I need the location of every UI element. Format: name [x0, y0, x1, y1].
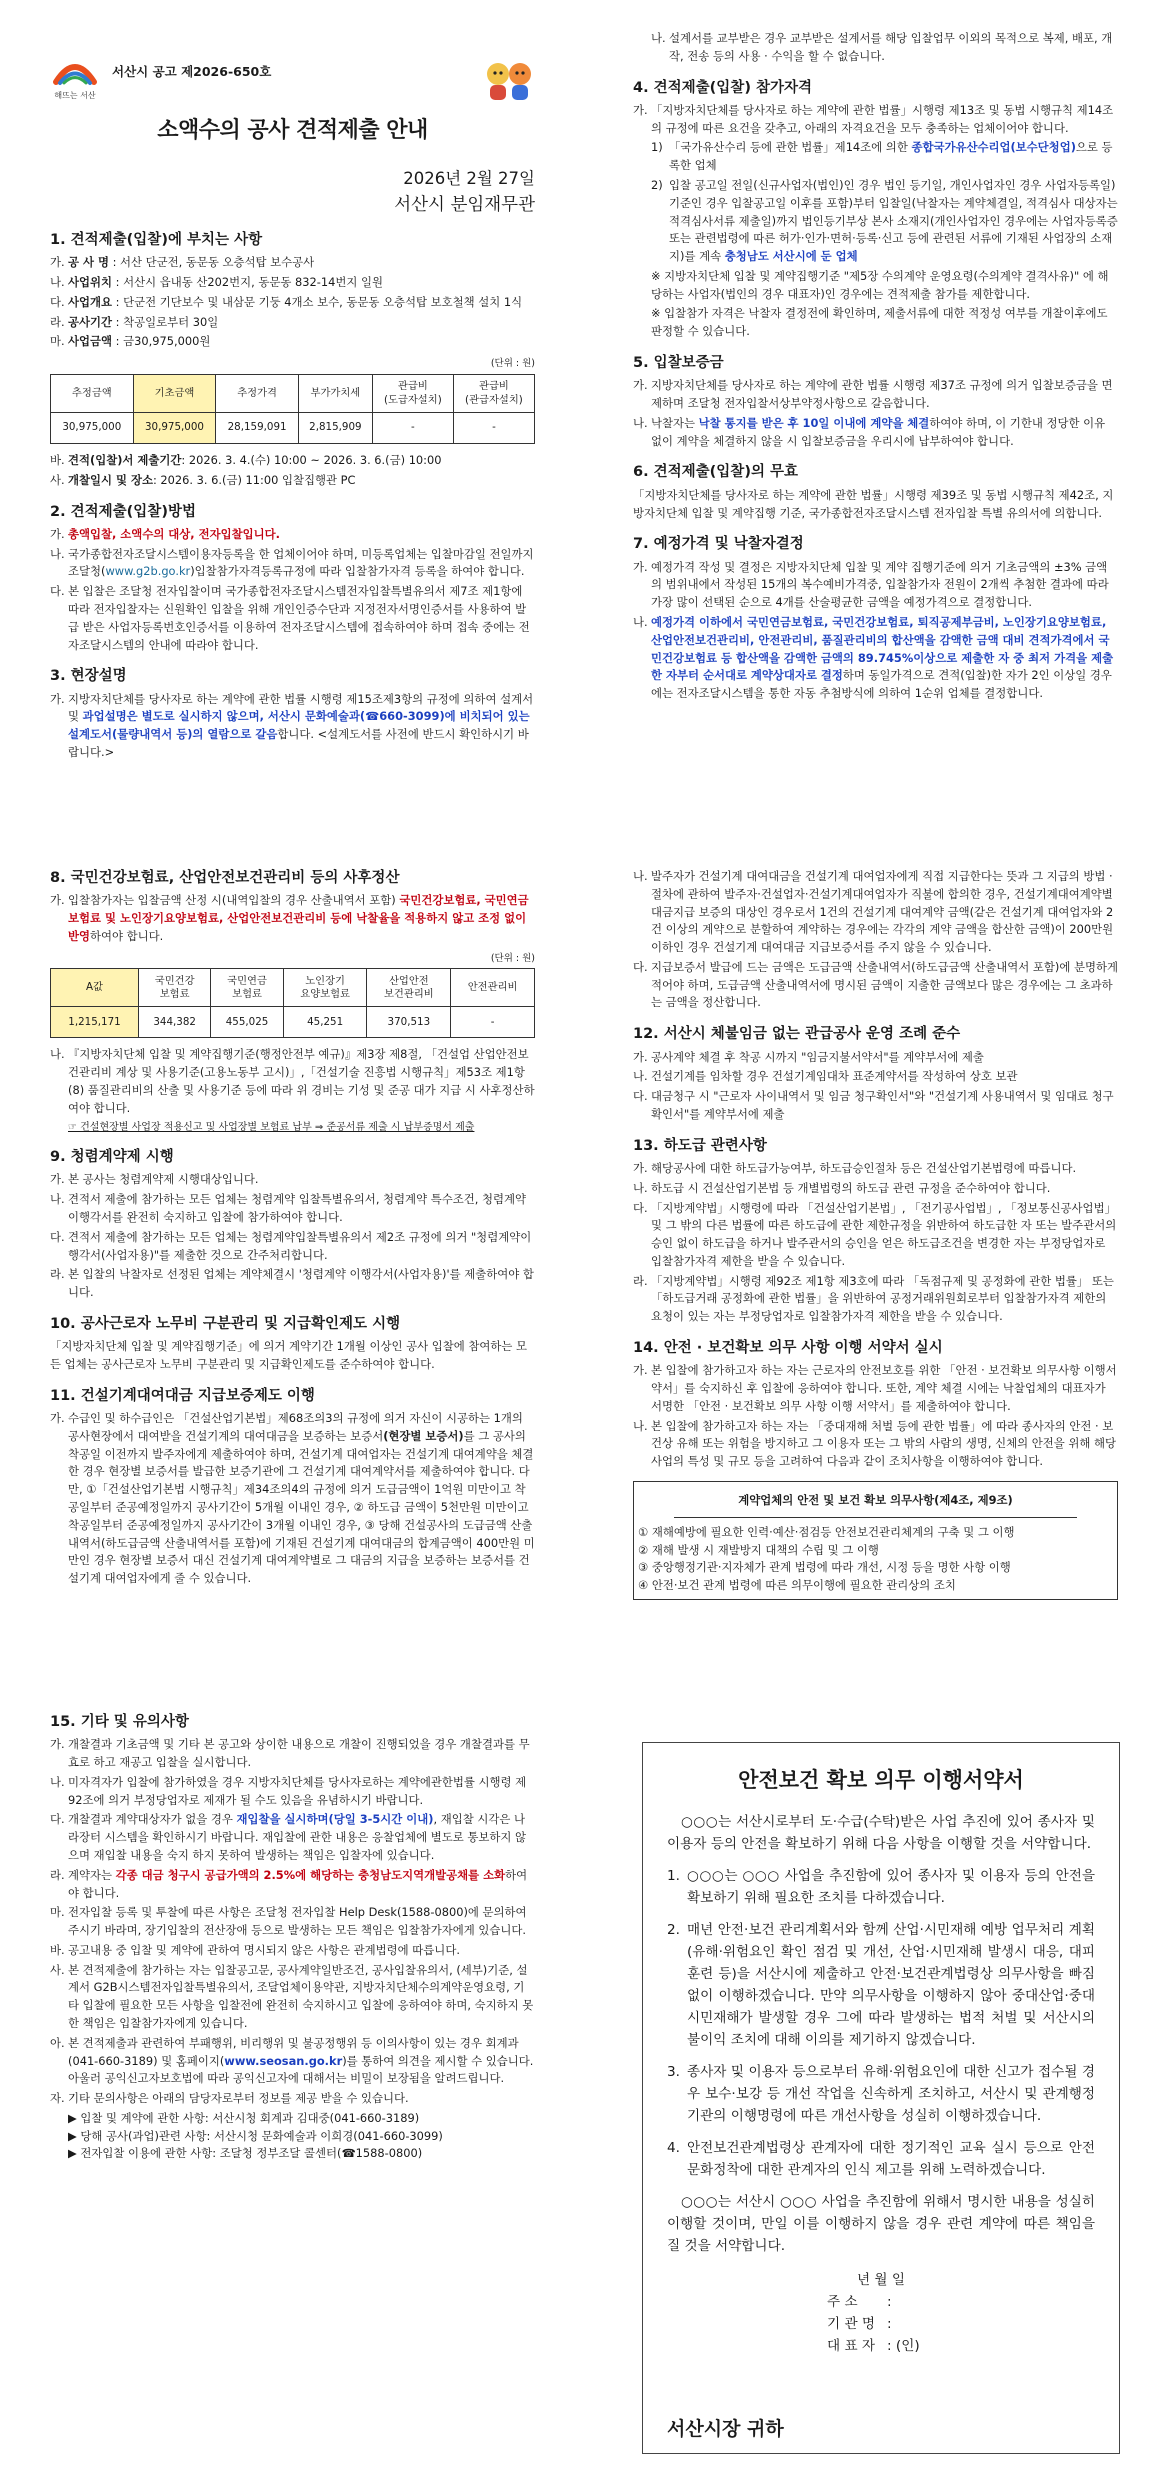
pledge-item-3 [667, 2061, 1095, 2127]
unit-label: (단위 : 원) [490, 358, 535, 370]
safety-box-item-3: ③ 중앙행정기관·지자체가 관계 법령에 따라 개선, 시정 등을 명한 사항 이행 [638, 1560, 1011, 1575]
s1-item-key: 사업개요 [68, 294, 113, 309]
s13-item-2 [633, 1180, 1118, 1198]
signature-block [667, 2269, 1095, 2357]
s15-ga: 가. 개찰결과 기초금액 및 기타 본 공고와 상이한 내용으로 개찰이 진행되었을 경우 개찰결과를 무효로 하고 재공고 입찰을 실시합니다. [50, 1737, 530, 1770]
svg-text:해뜨는 서산: 해뜨는 서산 [54, 91, 96, 100]
s15-sa: 사. 본 견적제출에 참가하는 자는 입찰공고문, 공사계약일반조건, 공사입찰유의서, (세부)기준, 설계서 G2B시스템전자입찰특별유의서, 조달업체이용약관, 지방자치단체수의계약운영요령, 기타 입찰에 필요한 모든 사항을 입찰전에 완전히 숙지하시고 입찰에 응하여야 하며, 숙지하지 못한 책임은 입찰참가자에게 있습니다. [50, 1962, 534, 2031]
s14-ga: 가. 본 입찰에 참가하고자 하는 자는 근로자의 안전보호를 위한 「안전 · 보건확보 의무사항 이행서약서」를 숙지하신 후 입찰에 응하여야 합니다. 또한, 계약 체결 시에는 낙찰업체의 대표자가 서명한 「안전 · 보건확보 의무 사항 이행 서약서」를 제출하여야 합니다. [633, 1363, 1117, 1413]
signature-row-3 [827, 2335, 1095, 2357]
table-header-cell: A값 [51, 969, 139, 1007]
safety-box-item-2: ② 재해 발생 시 재발방지 대책의 수립 및 그 이행 [638, 1542, 879, 1557]
s1-item-3 [50, 294, 535, 312]
s1-item-5 [50, 333, 535, 351]
section-11-title: 11. 건설기계대여대금 지급보증제도 이행 [50, 1387, 315, 1404]
page2-right-column [633, 868, 1118, 1600]
s15-ma: 마. 전자입찰 등록 및 투찰에 따른 사항은 조달청 전자입찰 Help Desk(1588-0800)에 문의하여 주시기 바라며, 장기입찰의 전산장애 등으로 발생하는 모든 책임은 입찰참가자에게 있습니다. [50, 1905, 527, 1938]
section-1-items [50, 254, 535, 351]
s12-item-2 [633, 1068, 1118, 1086]
section-4-title: 4. 견적제출(입찰) 참가자격 [633, 79, 813, 96]
s6-text: 「지방자치단체를 당사자로 하는 계약에 관한 법률」시행령 제39조 및 동법 시행규칙 제42조, 지방자치단체 입찰 및 계약집행 기준, 국가종합전자조달시스템 전자입찰 특별 유의서에 의합니다. [633, 487, 1114, 520]
seosan-logo-icon [50, 52, 100, 102]
s13-item-text: 「지방계약법」시행령에 따라 「건설산업기본법」, 「전기공사업법」, 「정보통신공사업법」 및 그 밖의 다른 법률에 따른 하도급에 관한 제한규정을 위반하여 하도급한 자 또는 발주관서의 승인 없이 하도급을 하거나 발주관서의 승인을 얻은 하도급조건을 변경한 자는 부정당업자로 입찰참가자격 제한을 받을 수 있습니다. [651, 1200, 1117, 1268]
opening-info: 사. 개찰일시 및 장소: 2026. 3. 6.(금) 11:00 입찰집행관 PC [50, 472, 356, 487]
safety-box-item-1: ① 재해예방에 필요한 인력·예산·점검등 안전보건관리체계의 구축 및 그 이행 [638, 1524, 1015, 1539]
mascot-icon [482, 58, 536, 102]
pledge-item-1 [667, 1865, 1095, 1909]
issuer: 서산시 분임재무관 [394, 195, 535, 215]
s1-item-text: 사업위치 : 서산시 읍내동 산202번지, 동문동 832-14번지 일원 [68, 275, 383, 290]
signature-key: 기 관 명 [827, 2316, 876, 2333]
s1-item-marker: 다. [50, 294, 65, 309]
pledge-item-4 [667, 2137, 1095, 2181]
s2-da: 다. 본 입찰은 조달청 전자입찰이며 국가종합전자조달시스템전자입찰특별유의서 제7조 제1항에 따라 전자입찰자는 신원확인 입찰을 위해 개인인증수단과 지정전자서명인증서를 사용하여 발급 받은 사업자등록번호인증서를 이용하여 전자조달시스템에 접속하여야 하며 접속 중에는 전자조달시스템의 안내에 따라야 합니다. [50, 584, 530, 652]
pledge-item-marker: 3. [667, 2064, 680, 2081]
submission-period: 바. 견적(입찰)서 제출기간: 2026. 3. 4.(수) 10:00 ~ 2026. 3. 6.(금) 10:00 [50, 453, 442, 468]
table-cell: 455,025 [211, 1007, 283, 1038]
section-3-title: 3. 현장설명 [50, 668, 127, 685]
signature-key: 주 소 [827, 2294, 858, 2311]
s13-item-3 [633, 1200, 1118, 1271]
section-1-title: 1. 견적제출(입찰)에 부치는 사항 [50, 232, 263, 248]
section-13-title: 13. 하도급 관련사항 [633, 1137, 767, 1154]
signature-value: : (인) [887, 2338, 920, 2355]
section-10-title: 10. 공사근로자 노무비 구분관리 및 지급확인제도 시행 [50, 1315, 401, 1332]
s9-item-text: 견적서 제출에 참가하는 모든 업체는 청렴계약입찰특별유의서 제2조 규정에 의거 "청렴계약이행각서(사업자용)"를 제출한 것으로 간주처리합니다. [68, 1229, 532, 1262]
s4-i2: 2) 입찰 공고일 전일(신규사업자(법인)인 경우 법인 등기일, 개인사업자인 경우 사업자등록일)기준인 경우 입찰공고일 이후를 포함)부터 입찰일(낙찰자는 계약체결일, 적격심사 대상자는 적격심사서류 제출일)까지 법인등기부상 본사 소재지(개인사업자인 경우에는 사업자등록증 또는 관련법령에 따른 허가·인가·면허·등록·신고 등에 관련된 서류에 기재된 사업장의 소재지)를 계속 충청남도 서산시에 둔 업체 [651, 177, 1118, 264]
s3-ga: 가. 지방자치단체를 당사자로 하는 계약에 관한 법률 시행령 제15조제3항의 규정에 의하여 설계서 및 과업설명은 별도로 실시하지 않으며, 서산시 문화예술과(☎660-3099)에 비치되어 있는 설계도서(물량내역서 등)의 열람으로 갈음합니다. <설계도서를 사전에 반드시 확인하시기 바랍니다.> [50, 691, 534, 759]
s8-ga: 가. 입찰참가자는 입찰금액 산정 시(내역입찰의 경우 산출내역서 포함) 국민건강보험료, 국민연금보험료 및 노인장기요양보험료, 산업안전보건관리비 등에 낙찰율을 적용하지 않고 조정 없이 반영하여야 합니다. [50, 893, 529, 943]
s12-item-text: 대금청구 시 "근로자 사이내역서 및 임금 청구확인서"와 "건설기계 사용내역서 및 임대료 청구확인서"를 계약부서에 제출 [651, 1089, 1114, 1121]
s9-item-4 [50, 1266, 535, 1302]
pledge-item-text: 종사자 및 이용자 등으로부터 유해·위험요인에 대한 신고가 접수될 경우 보수·보강 등 개선 작업을 신속하게 조치하고, 서산시 및 관계행정기관의 이행명령에 따른 개선사항을 성실히 이행하겠습니다. [687, 2064, 1095, 2125]
s12-item-text: 건설기계를 임차할 경우 건설기계임대차 표준계약서를 작성하여 상호 보관 [651, 1069, 1018, 1084]
table-header-cell: 국민연금 보험료 [211, 969, 283, 1007]
section-13-items [633, 1160, 1118, 1326]
s12-item-marker: 다. [633, 1089, 648, 1104]
s9-item-text: 본 공사는 청렴계약제 시행대상입니다. [68, 1172, 259, 1187]
s10-text: 「지방자치단체 입찰 및 계약집행기준」에 의거 계약기간 1개월 이상인 공사 입찰에 참여하는 모든 업체는 공사근로자 노무비 구분관리 및 지급확인제도를 준수하여야 합니다. [50, 1339, 527, 1372]
pledge-items [667, 1865, 1095, 2181]
s1-item-marker: 나. [50, 275, 65, 290]
contact-2: ▶ 당해 공사(과업)관련 사항: 서산시청 문화예술과 이희경(041-660-3099) [68, 2128, 443, 2143]
contact-3: ▶ 전자입찰 이용에 관한 사항: 조달청 정부조달 콜센터(☎1588-0800) [68, 2146, 423, 2161]
s2-na: 나. 국가종합전자조달시스템이용자등록을 한 업체이어야 하며, 미등록업체는 입찰마감일 전일까지 조달청(www.g2b.go.kr)입찰참가자격등록규정에 따라 입찰참가자격 등록을 하여야 합니다. [50, 546, 534, 579]
notice-header [50, 52, 535, 106]
section-12-items [633, 1049, 1118, 1124]
table-header-cell: 산업안전 보건관리비 [367, 969, 451, 1007]
pledge-item-marker: 4. [667, 2140, 680, 2157]
s9-item-marker: 나. [50, 1192, 65, 1207]
s15-ra: 라. 계약자는 각종 대금 청구시 공급가액의 2.5%에 해당하는 충청남도지역개발공채를 소화하여야 합니다. [50, 1867, 528, 1900]
seosan-homepage-link[interactable]: www.seosan.go.kr [224, 2053, 343, 2068]
s8-na: 나. 『지방자치단체 입찰 및 계약집행기준(행정안전부 예규)』제3장 제8절, 「건설업 산업안전보건관리비 계상 및 사용기준(고용노동부 고시)」,「건설기술 진흥법 시행규칙」제53조 제1항 (8) 품질관리비의 산출 및 사용기준 등에 따라 위 경비는 기성 및 준공 대가 지급 시 사후정산하여야 합니다. [50, 1047, 535, 1115]
table-cell: 45,251 [283, 1007, 367, 1038]
s9-item-text: 견적서 제출에 참가하는 모든 업체는 청렴계약 입찰특별유의서, 청렴계약 특수조건, 청렴계약이행각서를 완전히 숙지하고 입찰에 참가하여야 합니다. [68, 1192, 526, 1225]
s9-item-2 [50, 1191, 535, 1227]
s1-item-marker: 가. [50, 255, 65, 270]
s9-item-1 [50, 1171, 535, 1189]
s1-item-text: 공사기간 : 착공일로부터 30일 [68, 314, 219, 329]
s1-item-text: 사업금액 : 금30,975,000원 [68, 334, 211, 349]
table-cell: 30,975,000 [51, 413, 134, 444]
s12-item-3 [633, 1088, 1118, 1124]
s7-na: 나. 예정가격 이하에서 국민연금보험료, 국민건강보험료, 퇴직공제부금비, 노인장기요양보험료, 산업안전보건관리비, 안전관리비, 품질관리비의 합산액을 감액한 금액 대비 견적가격에서 국민건강보험료 등 합산액을 감액한 금액의 89.745%이상으로 제출한 자 중 최저 가격을 제출한 자부터 순서대로 계약상대자로 결정하며 동일가격으로 견적(입찰)한 자가 2인 이상일 경우에는 전자조달시스템을 통한 자동 추첨방식에 의하여 1순위 업체를 결정합니다. [633, 614, 1114, 701]
pledge-item-2 [667, 1919, 1095, 2051]
s3-na-continued: 나. 설계서를 교부받은 경우 교부받은 설계서를 해당 입찰업무 이외의 목적으로 복제, 배포, 개작, 전송 등의 사용 · 수익을 할 수 없습니다. [651, 31, 1113, 63]
section-9-items [50, 1171, 535, 1301]
addressee: 서산시장 귀하 [667, 2418, 784, 2441]
s13-item-marker: 나. [633, 1180, 648, 1195]
signature-value: : [887, 2316, 892, 2333]
page2-left-column [50, 868, 535, 1590]
s1-item-key: 사업위치 [68, 275, 113, 290]
s1-item-text: 공 사 명 : 서산 단군전, 동문동 오층석탑 보수공사 [68, 255, 315, 270]
g2b-link[interactable]: www.g2b.go.kr [105, 564, 191, 579]
s4-i1: 1) 「국가유산수리 등에 관한 법률」제14조에 의한 종합국가유산수리업(보수단청업)으로 등록한 업체 [651, 140, 1113, 173]
s12-item-marker: 가. [633, 1049, 648, 1064]
s9-item-text: 본 입찰의 낙찰자로 선정된 업체는 계약체결시 '청렴계약 이행각서(사업자용)'를 제출하여야 합니다. [68, 1267, 534, 1300]
section-5-title: 5. 입찰보증금 [633, 355, 724, 372]
s11-na: 나. 발주자가 건설기계 대여대금을 건설기계 대여업자에게 직접 지급한다는 뜻과 그 지급의 방법 · 절차에 관하여 발주자·건설업자·건설기계대여업자가 직불에 합의한 경우, 건설기계대여계약별 대금지급 보증의 대상인 경우로서 1건의 건설기계 대여계약 금액(같은 건설기계 대여업자와 2건 이상의 계약으로 분할하여 계약하는 경우에는 각각의 계약 금액을 합산한 금액)이 200만원 이하인 경우 건설기계 대여대금 지급보증서를 주지 않을 수 있습니다. [633, 869, 1114, 955]
section-12-title: 12. 서산시 체불임금 없는 관급공사 운영 조례 준수 [633, 1026, 961, 1043]
s11-da: 다. 지급보증서 발급에 드는 금액은 도급금액 산출내역서(하도급금액 산출내역서 포함)에 분명하게 적어야 하며, 도급금액 산출내역서에 명시된 금액이 지출한 금액보다 많은 경우에는 그 초과하는 금액을 정산합니다. [633, 959, 1118, 1010]
table-cell: - [451, 1007, 535, 1038]
s9-item-marker: 다. [50, 1229, 65, 1244]
pledge-item-text: 안전보건관계법령상 관계자에 대한 정기적인 교육 실시 등으로 안전문화정착에 대한 관계자의 인식 제고를 위해 노력하겠습니다. [687, 2140, 1095, 2179]
section-8-title: 8. 국민건강보험료, 산업안전보건관리비 등의 사후정산 [50, 870, 400, 886]
budget-table [50, 374, 535, 444]
signature-key: 대 표 자 [827, 2338, 876, 2355]
pledge-item-text: 매년 안전·보건 관리계획서와 함께 산업·시민재해 예방 업무처리 계획(유해·위험요인 확인 점검 및 개선, 산업·시민재해 발생시 대응, 대피훈련 등)을 서산시에 제출하고 안전·보건관계법령상 의무사항을 빠짐없이 이행하겠습니다. 만약 의무사항을 이행하지 않아 중대산업·중대시민재해가 발생할 경우 그에 따라 발생하는 법적 처벌 및 서산시의 불이익 조치에 대해 이의를 제기하지 않겠습니다. [687, 1922, 1095, 2049]
insurance-table [50, 968, 535, 1038]
s15-ja: 자. 기타 문의사항은 아래의 담당자로부터 정보를 제공 받을 수 있습니다. [50, 2091, 409, 2106]
page-1 [0, 0, 1168, 830]
s1-item-marker: 마. [50, 334, 65, 349]
pledge-intro: ○○○는 서산시로부터 도·수급(수탁)받은 사업 추진에 있어 종사자 및 이용자 등의 안전을 확보하기 위해 다음 사항을 이행할 것을 서약합니다. [667, 1814, 1095, 1853]
table-cell: - [453, 413, 534, 444]
section-7-title: 7. 예정가격 및 낙찰자결정 [633, 536, 804, 553]
s9-item-marker: 가. [50, 1172, 65, 1187]
pledge-item-text: ○○○는 ○○○ 사업을 추진함에 있어 종사자 및 이용자 등의 안전을 확보하기 위해 필요한 조치를 다하겠습니다. [687, 1868, 1095, 1907]
s1-item-key: 공 사 명 [68, 255, 109, 270]
s5-ga: 가. 지방자치단체를 당사자로 하는 계약에 관한 법률 시행령 제37조 규정에 의거 입찰보증금을 면제하며 조달청 전자입찰서상부약정사항으로 갈음합니다. [633, 378, 1113, 411]
table-header-cell: 안전관리비 [451, 969, 535, 1007]
table-cell: 28,159,091 [216, 413, 299, 444]
section-9-title: 9. 청렴계약제 시행 [50, 1149, 174, 1166]
s1-item-4 [50, 314, 535, 332]
section-14-title: 14. 안전 · 보건확보 의무 사항 이행 서약서 실시 [633, 1340, 943, 1356]
safety-obligations-box [633, 1481, 1118, 1600]
table-header-cell: 노인장기 요양보험료 [283, 969, 367, 1007]
s12-item-text: 공사계약 체결 후 착공 시까지 "임금지불서약서"를 계약부서에 제출 [651, 1049, 984, 1064]
table-header-cell: 기초금액 [133, 375, 216, 413]
table-cell: 370,513 [367, 1007, 451, 1038]
s5-na: 나. 낙찰자는 낙찰 통지를 받은 후 10일 이내에 계약을 체결하여야 하며, 이 기한내 정당한 이유 없이 계약을 체결하지 않을 시 입찰보증금을 우리시에 납부하여야 합니다. [633, 415, 1106, 448]
s1-item-text: 사업개요 : 단군전 기단보수 및 내삼문 기둥 4개소 보수, 동문동 오층석탑 보호철책 설치 1식 [68, 294, 523, 309]
safety-box-item-4: ④ 안전·보건 관계 법령에 따른 의무이행에 필요한 관리상의 조치 [638, 1578, 956, 1593]
page1-right-column [633, 30, 1118, 705]
s13-item-4 [633, 1273, 1118, 1326]
s13-item-marker: 가. [633, 1160, 648, 1175]
pledge-item-marker: 1. [667, 1868, 680, 1885]
pledge-item-marker: 2. [667, 1922, 680, 1939]
s13-item-marker: 다. [633, 1200, 648, 1215]
s11-ga: 가. 수급인 및 하수급인은 「건설산업기본법」제68조의3의 규정에 의거 자신이 시공하는 1개의 공사현장에서 대여받을 건설기계의 대여대금을 보증하는 보증서(현장별 보증서)를 그 공사의 착공일 이전까지 발주자에게 제출하여야 하며, 건설기계 대여업자는 건설기계 대여계약을 체결한 경우 현장별 보증서를 발급한 보증기관에 그 건설기계 대여계약서를 제출하여야 합니다. 다만, ①「건설산업기본법 시행규칙」제34조의4의 규정에 의거 도급금액이 1억원 미만이고 착공일부터 준공예정일까지 공사기간이 5개월 이내인 경우, ② 하도급 금액이 5천만원 미만이고 착공일부터 준공예정일까지 공사기간이 3개월 이내인 경우, ③ 당해 건설공사의 도급금액 산출내역서(하도급금액 산출내역서를 포함)에 기재된 건설기계 대여대금의 합계금액이 400만원 미만인 경우 현장별 보증서 대신 건설기계 대여계약별로 그 대금의 지급을 보증하는 보증서를 건설기계 대여업자에게 줄 수 있습니다. [50, 1411, 535, 1586]
table-header-cell: 추정금액 [51, 375, 134, 413]
section-6-title: 6. 견적제출(입찰)의 무효 [633, 464, 799, 481]
page-2 [0, 868, 1168, 1688]
s7-ga: 가. 예정가격 작성 및 결정은 지방자치단체 입찰 및 계약 집행기준에 의거 기초금액의 ±3% 금액의 범위내에서 작성된 15개의 복수예비가격중, 입찰참가자 전원이 2개씩 추첨한 결과에 따라 가장 많이 선택된 순으로 4개를 산술평균한 금액을 예정가격으로 결정합니다. [633, 559, 1109, 610]
signature-date: 년 월 일 [856, 2272, 906, 2289]
signature-value: : [887, 2294, 892, 2311]
section-15-title: 15. 기타 및 유의사항 [50, 1714, 189, 1730]
s13-item-marker: 라. [633, 1273, 648, 1288]
s1-item-marker: 라. [50, 314, 65, 329]
s4-ga: 가. 「지방자치단체를 당사자로 하는 계약에 관한 법률」시행령 제13조 및 동법 시행규칙 제14조의 규정에 따른 요건을 갖추고, 아래의 자격요건을 모두 충족하는 업체이어야 합니다. [633, 102, 1114, 135]
safety-box-items [638, 1524, 1113, 1595]
notice-date: 2026년 2월 27일 [403, 169, 535, 188]
s4-note-2: ※ 입찰참가 자격은 낙찰자 결정전에 확인하며, 제출서류에 대한 적정성 여부를 개찰이후에도 판정할 수 있습니다. [651, 306, 1108, 339]
table-cell: 30,975,000 [133, 413, 216, 444]
s15-da: 다. 개찰결과 계약대상자가 없을 경우 재입찰을 실시하며(당일 3-5시간 이내), 재입찰 시각은 나라장터 시스템을 확인하시기 바랍니다. 재입찰에 관한 내용은 응찰업체에 별도로 통보하지 않으며 재입찰 내용을 숙지 하지 못하여 발생하는 책임은 입찰자에 있습니다. [50, 1812, 526, 1862]
s13-item-1 [633, 1160, 1118, 1178]
s2-ga: 가. 총액입찰, 소액수의 대상, 전자입찰입니다. [50, 526, 280, 541]
table-header-cell: 관급비 (도급자설치) [372, 375, 453, 413]
s1-item-1 [50, 254, 535, 272]
s1-item-key: 공사기간 [68, 314, 113, 329]
s1-item-key: 사업금액 [68, 334, 113, 349]
safety-box-title: 계약업체의 안전 및 보건 확보 의무사항(제4조, 제9조) [674, 1486, 1077, 1518]
pledge-title: 안전보건 확보 의무 이행서약서 [738, 1768, 1024, 1792]
pledge-closing: ○○○는 서산시 ○○○ 사업을 추진함에 위해서 명시한 내용을 성실히 이행할 것이며, 만일 이를 이행하지 않을 경우 관련 계약에 따른 책임을 질 것을 서약합니다. [667, 2194, 1095, 2255]
contact-1: ▶ 입찰 및 계약에 관한 사항: 서산시청 회계과 김대중(041-660-3189) [68, 2110, 420, 2125]
table-cell: 344,382 [138, 1007, 210, 1038]
s12-item-1 [633, 1049, 1118, 1067]
page3-left-column [50, 1712, 535, 2163]
section-2-title: 2. 견적제출(입찰)방법 [50, 503, 196, 520]
document-title: 소액수의 공사 견적제출 안내 [157, 118, 428, 143]
page1-left-column [50, 230, 535, 764]
table-cell: - [372, 413, 453, 444]
s9-item-marker: 라. [50, 1267, 65, 1282]
table-header-cell: 관급비 (관급자설치) [453, 375, 534, 413]
s1-item-2 [50, 274, 535, 292]
table-header-cell: 추정가격 [216, 375, 299, 413]
table-header-cell: 국민건강 보험료 [138, 969, 210, 1007]
s15-na: 나. 미자격자가 입찰에 참가하였을 경우 지방자치단체를 당사자로하는 계약에관한법률 시행령 제92조에 의거 부정당업자로 제재가 될 수도 있음을 유념하시기 바랍니다. [50, 1774, 527, 1807]
safety-pledge-form [642, 1742, 1120, 2454]
s15-ah: 아. 본 견적제출과 관련하여 부패행위, 비리행위 및 불공정행위 등 이의사항이 있는 경우 회계과(041-660-3189) 및 홈페이지(www.seosan.go.kr)를 통하여 의견을 제시할 수 있습니다. 아울러 공익신고자보호법에 따라 공익신고자에 대해서는 비밀이 보장됨을 알려드립니다. [50, 2035, 534, 2086]
s14-na: 나. 본 입찰에 참가하고자 하는 자는 「중대재해 처벌 등에 관한 법률」에 따라 종사자의 안전 · 보건상 유해 또는 위험을 방지하고 그 이용자 또는 그 밖의 사람의 생명, 신체의 안전을 위해 해당 사업의 특성 및 규모 등을 고려하여 다음과 같이 조치사항을 이행하여야 합니다. [633, 1418, 1117, 1469]
s13-item-text: 하도급 시 건설산업기본법 등 개별법령의 하도급 관련 규정을 준수하여야 합니다. [651, 1180, 1051, 1195]
unit-label-2: (단위 : 원) [490, 952, 535, 964]
signature-row-1 [827, 2291, 1095, 2313]
s13-item-text: 「지방계약법」시행령 제92조 제1항 제3호에 따라 「독점규제 및 공정화에 관한 법률」 또는 「하도급거래 공정화에 관한 법률」을 위반하여 공정거래위원회로부터 입찰참가자격 제한의 요청이 있는 자는 부정당업자로 입찰참가자격 제한을 받을 수 있습니다. [651, 1273, 1114, 1324]
signature-row-2 [827, 2313, 1095, 2335]
table-cell: 1,215,171 [51, 1007, 139, 1038]
s9-item-3 [50, 1229, 535, 1265]
table-header-cell: 부가가치세 [298, 375, 372, 413]
contact-list [50, 2110, 535, 2163]
s12-item-marker: 나. [633, 1069, 648, 1084]
notice-number: 서산시 공고 제2026-650호 [112, 64, 272, 79]
s15-ba: 바. 공고내용 중 입찰 및 계약에 관하여 명시되지 않은 사항은 관계법령에 따릅니다. [50, 1942, 460, 1957]
s8-note: ☞ 건설현장별 사업장 적용신고 및 사업장별 보험료 납부 ⇒ 준공서류 제출 시 납부증명서 제출 [68, 1121, 475, 1133]
s13-item-text: 해당공사에 대한 하도급가능여부, 하도급승인절차 등은 건설산업기본법령에 따릅니다. [651, 1160, 1077, 1175]
s4-note-1: ※ 지방자치단체 입찰 및 계약집행기준 "제5장 수의계약 운영요령(수의계약 결격사유)" 에 해당하는 사업자(법인의 경우 대표자)인 경우에는 견적제출 참가를 제한합니다. [651, 268, 1109, 301]
table-cell: 2,815,909 [298, 413, 372, 444]
